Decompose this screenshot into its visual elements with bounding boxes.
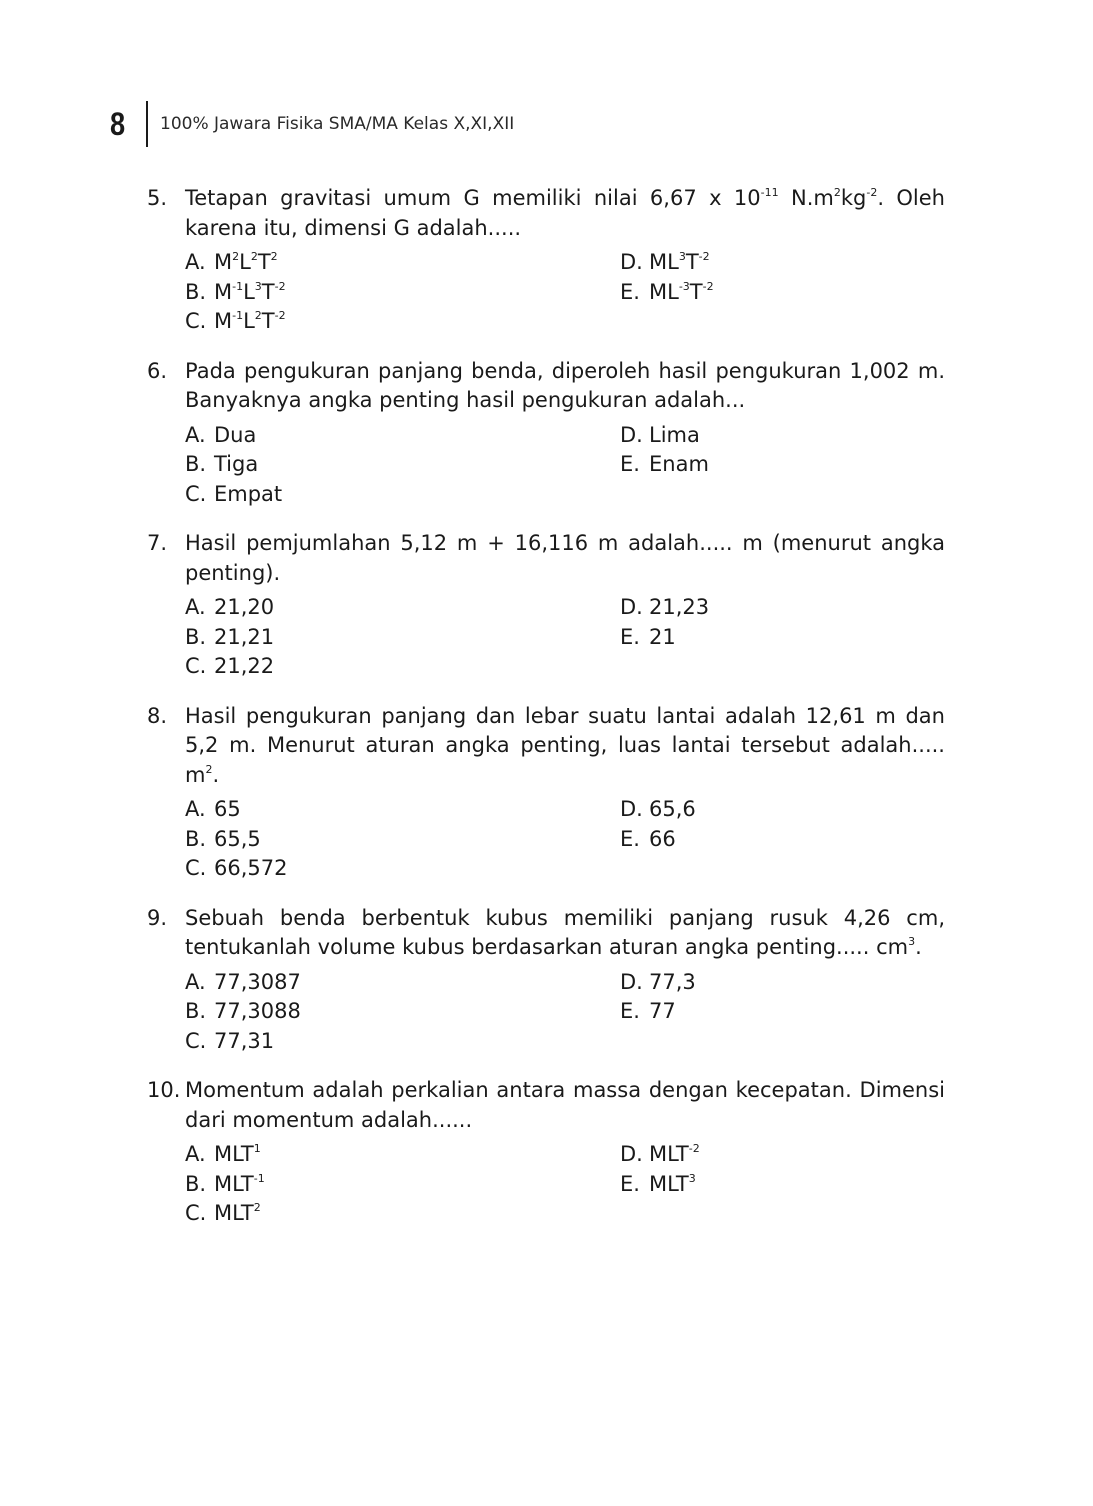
page-header bbox=[110, 100, 514, 148]
question-stem: Hasil pemjumlahan 5,12 m + 16,116 m adalah..... m (menurut angka penting). bbox=[185, 531, 945, 585]
question-stem: Sebuah benda berbentuk kubus memiliki panjang rusuk 4,26 cm, tentukanlah volume kubus berdasarkan aturan angka penting..... $cm^3$. bbox=[185, 905, 945, 959]
question-stem: Momentum adalah perkalian antara massa dengan kecepatan. Dimensi dari momentum adalah...... bbox=[185, 1078, 945, 1132]
question-stem: Tetapan gravitasi umum G memiliki nilai 6,67 x $10^{-11}$ $N.m^2kg^{-2}$. Oleh karena itu, dimensi G adalah..... bbox=[185, 186, 945, 240]
book-title: 100% Jawara Fisika SMA/MA Kelas X,XI,XII bbox=[160, 114, 515, 134]
option-a: A. MLT$^1$ bbox=[185, 1142, 261, 1166]
question-number: 9. bbox=[147, 905, 168, 930]
option-b: B. $M^{-1}L^3T^{-2}$ bbox=[185, 279, 286, 304]
option-c: C. 66,572 bbox=[185, 856, 288, 880]
option-d: D. 65,6 bbox=[620, 797, 696, 821]
question-6 bbox=[147, 357, 945, 510]
option-e: E. 77 bbox=[620, 999, 676, 1023]
option-b: B. 65,5 bbox=[185, 826, 261, 851]
option-b: B. 21,21 bbox=[185, 624, 275, 649]
question-10 bbox=[147, 1076, 945, 1229]
option-c: C. 21,22 bbox=[185, 654, 275, 678]
option-a: A. 77,3087 bbox=[185, 969, 301, 994]
option-a: A. $M^2L^2T^2$ bbox=[185, 250, 278, 274]
option-c: C. $M^{-1}L^2T^{-2}$ bbox=[185, 309, 286, 333]
answer-options bbox=[185, 248, 945, 337]
question-8 bbox=[147, 702, 945, 884]
question-5 bbox=[147, 184, 945, 337]
option-d: D. 21,23 bbox=[620, 595, 710, 619]
option-e: E. Enam bbox=[620, 452, 709, 476]
option-a: A. Dua bbox=[185, 422, 257, 447]
option-d: D. $MLT^{-2}$ bbox=[620, 1142, 700, 1166]
option-d: D. Lima bbox=[620, 422, 700, 447]
option-c: C. MLT$^2$ bbox=[185, 1201, 261, 1225]
answer-options bbox=[185, 421, 945, 510]
option-d: D. $ML^3T^{-2}$ bbox=[620, 250, 710, 274]
answer-options bbox=[185, 593, 945, 682]
option-b: B. 77,3088 bbox=[185, 999, 301, 1023]
header-divider bbox=[146, 101, 148, 147]
option-a: A. 21,20 bbox=[185, 595, 275, 619]
option-b: B. Tiga bbox=[185, 452, 259, 476]
option-b: B. $MLT^{-1}$ bbox=[185, 1171, 265, 1196]
question-number: 5. bbox=[147, 186, 168, 210]
option-e: E. 66 bbox=[620, 826, 676, 851]
option-e: E. MLT$^3$ bbox=[620, 1171, 696, 1196]
question-number: 6. bbox=[147, 358, 168, 383]
answer-options bbox=[185, 1140, 945, 1229]
answer-options bbox=[185, 968, 945, 1057]
question-9 bbox=[147, 904, 945, 1057]
answer-options bbox=[185, 795, 945, 884]
question-number: 10. bbox=[147, 1078, 181, 1102]
option-e: E. $ML^{-3}T^{-2}$ bbox=[620, 279, 714, 304]
option-a: A. 65 bbox=[185, 797, 241, 821]
question-list bbox=[147, 184, 945, 1249]
option-e: E. 21 bbox=[620, 624, 676, 649]
question-number: 8. bbox=[147, 703, 168, 728]
page-number: 8 bbox=[110, 105, 125, 142]
option-c: C. 77,31 bbox=[185, 1028, 275, 1053]
question-stem: Hasil pengukuran panjang dan lebar suatu lantai adalah 12,61 m dan 5,2 m. Menurut aturan angka penting, luas lantai tersebut adalah..... $m^2$. bbox=[185, 703, 945, 787]
option-d: D. 77,3 bbox=[620, 969, 696, 994]
question-stem: Pada pengukuran panjang benda, diperoleh hasil pengukuran 1,002 m. Banyaknya angka penting hasil pengukuran adalah... bbox=[185, 358, 945, 412]
option-c: C. Empat bbox=[185, 481, 283, 506]
question-number: 7. bbox=[147, 531, 168, 555]
question-7 bbox=[147, 529, 945, 682]
